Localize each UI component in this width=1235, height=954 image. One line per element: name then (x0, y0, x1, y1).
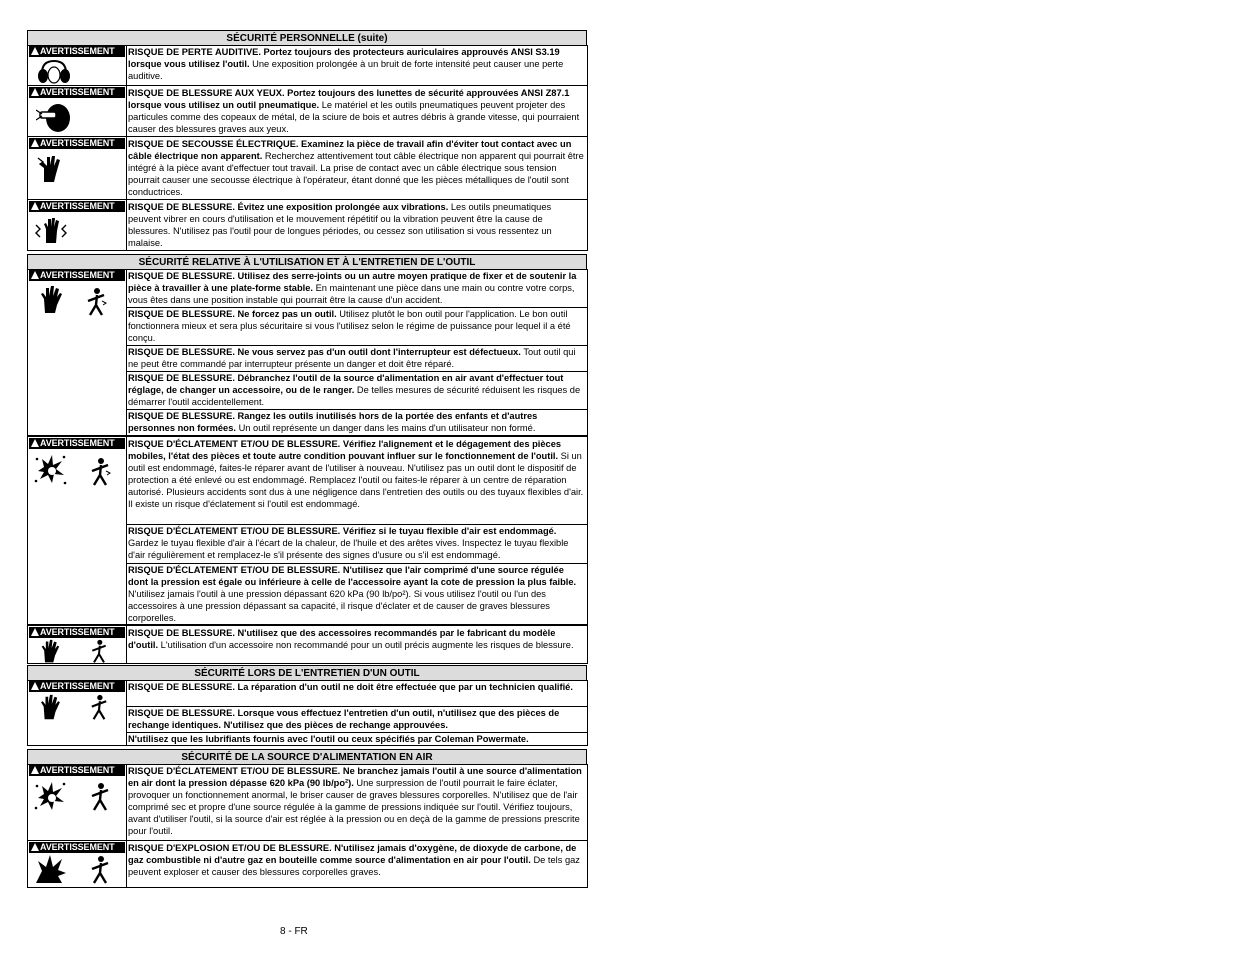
warning-text: RISQUE DE BLESSURE. N'utilisez que des accessoires recommandés par le fabricant du modèle d'outil. L'utilisation d'un accessoire non recommandé pour un outil précis augmente les risques de blessure. (128, 628, 574, 651)
injury-person-icon (88, 457, 112, 487)
warning-badge: AVERTISSEMENT (29, 681, 125, 692)
warning-row-eye (27, 86, 588, 137)
injury-person-icon (88, 855, 112, 885)
warning-text: RISQUE DE BLESSURE. Évitez une exposition prolongée aux vibrations. Les outils pneumatiques peuvent vibrer en cours d'utilisation et le mouvement répétitif ou la vibration peuvent être la cause de blessures. N'utilisez pas l'outil pour de longues périodes, ou cessez son utilisation si vous ressentez un malaise. (128, 202, 552, 249)
warning-text: RISQUE DE BLESSURE. Lorsque vous effectuez l'entretien d'un outil, n'utilisez que des pièces de rechange identiques. N'utilisez que des pièces de rechange approuvées. (127, 706, 587, 732)
warning-text: RISQUE DE BLESSURE AUX YEUX. Portez toujours des lunettes de sécurité approuvées ANSI Z87.1 lorsque vous utilisez un outil pneumatique. Le matériel et les outils pneumatiques peuvent projeter des particules comme des copeaux de métal, de la sciure de bois et autres débris à grande vitesse, qui pourraient causer des blessures graves aux yeux. (128, 88, 580, 135)
warning-row-burst (27, 436, 588, 625)
warning-text: RISQUE DE BLESSURE. Utilisez des serre-joints ou un autre moyen pratique de fixer et de soutenir la pièce à travailler à une plate-forme stable. En maintenant une pièce dans une main ou contre votre corps, vous êtes dans une position instable qui pourrait être la cause d'un accident. (128, 271, 577, 306)
stop-hand-icon (38, 285, 64, 315)
electric-shock-icon (36, 152, 64, 186)
stop-hand-icon (38, 639, 62, 664)
warning-row-usage (27, 269, 588, 436)
section-header-usage: SÉCURITÉ RELATIVE À L'UTILISATION ET À L'ENTRETIEN DE L'OUTIL (27, 254, 587, 270)
icon-cell (28, 45, 127, 85)
icon-cell (28, 437, 127, 624)
warning-row-service (27, 680, 588, 746)
injury-person-icon (88, 639, 110, 664)
warning-text: RISQUE DE SECOUSSE ÉLECTRIQUE. Examinez la pièce de travail afin d'éviter tout contact avec un câble électrique non apparent. Recherchez attentivement tout câble électrique non apparent qui pourrait être intégré à la pièce avant d'effectuer tout travail. La prise de contact avec un câble électrique sous tension pourrait causer une secousse électrique à l'opérateur, étant donné que les pièces métalliques de l'outil sont conductrices. (128, 139, 584, 198)
warning-text: RISQUE DE BLESSURE. Rangez les outils inutilisés hors de la portée des enfants et d'autres personnes non formées. Un outil représente un danger dans les mains d'un utilisateur non formé. (127, 409, 587, 435)
burst-icon (34, 453, 68, 487)
warning-text: N'utilisez que les lubrifiants fournis avec l'outil ou ceux spécifiés par Coleman Powermate. (127, 732, 587, 745)
section-header-air: SÉCURITÉ DE LA SOURCE D'ALIMENTATION EN AIR (27, 749, 587, 765)
warning-badge: AVERTISSEMENT (29, 438, 125, 449)
warning-text: RISQUE DE BLESSURE. Ne forcez pas un outil. Utilisez plutôt le bon outil pour l'application. Le bon outil fonctionnera mieux et sera plus sécuritaire si vous l'utilisez selon le régime de puissance pour lequel il a été conçu. (127, 307, 587, 345)
warning-text: RISQUE DE BLESSURE. Débranchez l'outil de la source d'alimentation en air avant d'effectuer tout réglage, de changer un accessoire, ou de le ranger. De telles mesures de sécurité réduisent les risques de démarrer l'outil accidentellement. (127, 371, 587, 409)
safety-goggles-icon (36, 100, 72, 134)
warning-row-air-source (27, 764, 588, 841)
warning-text: RISQUE DE BLESSURE. Ne vous servez pas d'un outil dont l'interrupteur est défectueux. Tout outil qui ne peut être commandé par interrupteur présente un danger et doit être réparé. (127, 345, 587, 371)
warning-badge: AVERTISSEMENT (29, 627, 125, 638)
warning-text: RISQUE DE PERTE AUDITIVE. Portez toujours des protecteurs auriculaires approuvés ANSI S3.19 lorsque vous utilisez l'outil. Une exposition prolongée à un bruit de forte intensité peut causer une perte auditive. (128, 47, 564, 82)
warning-text: RISQUE D'ÉCLATEMENT ET/OU DE BLESSURE. Ne branchez jamais l'outil à une source d'alimentation en air dont la pression dépasse 620 kPa (90 lb/po²). Une surpression de l'outil pourrait le faire éclater, provoquer un fonctionnement anormal, le briser causer de graves blessures corporelles. N'utilisez que de l'air comprimé sec et propre d'une source régulée à la gamme de pressions indiquée sur l'outil. Vérifiez toujours, avant d'utiliser l'outil, si la source d'air est réglée à la pression ou en deçà de la gamme de pressions prescrite pour l'outil. (128, 766, 582, 837)
warning-badge: AVERTISSEMENT (29, 270, 125, 281)
warning-row-accessory (27, 625, 588, 664)
section-header-service: SÉCURITÉ LORS DE L'ENTRETIEN D'UN OUTIL (27, 665, 587, 681)
warning-row-shock (27, 137, 588, 200)
warning-text: RISQUE D'ÉCLATEMENT ET/OU DE BLESSURE. Vérifiez si le tuyau flexible d'air est endommagé. Gardez le tuyau flexible d'air à l'écart de la chaleur, de l'huile et des arêtes vives. Inspectez le tuyau flexible d'air régulièrement et remplacez-le s'il présente des signes d'usure ou s'il est endommagé. (127, 524, 587, 563)
icon-cell (28, 86, 127, 136)
warning-row-vibration (27, 200, 588, 251)
warning-text: RISQUE DE BLESSURE. La réparation d'un outil ne doit être effectuée que par un technicien qualifié. (128, 682, 573, 692)
icon-cell (28, 137, 127, 199)
warning-badge: AVERTISSEMENT (29, 87, 125, 98)
section-header-personal: SÉCURITÉ PERSONNELLE (suite) (27, 30, 587, 46)
explosion-icon (34, 855, 68, 885)
icon-cell (28, 680, 127, 745)
warning-text: RISQUE D'ÉCLATEMENT ET/OU DE BLESSURE. Vérifiez l'alignement et le dégagement des pièces mobiles, l'état des pièces et toute autre condition pouvant influer sur le fonctionnement de l'outil. Si un outil est endommagé, faites-le réparer avant de l'utiliser à nouveau. N'utilisez pas un outil dont le dispositif de protection a été enlevé ou est endommagé. Remplacez l'outil ou faites-le réparer à un centre de réparation autorisé. Plusieurs accidents sont dus à une négligence dans l'entretien des outils ou des tuyaux flexibles d'air. Il existe un risque d'éclatement si l'outil est endommagé. (128, 439, 584, 510)
warning-badge: AVERTISSEMENT (29, 765, 125, 776)
icon-cell (28, 626, 127, 663)
warning-badge: AVERTISSEMENT (29, 46, 125, 57)
injury-person-icon (84, 287, 108, 317)
warning-text: RISQUE D'EXPLOSION ET/OU DE BLESSURE. N'utilisez jamais d'oxygène, de dioxyde de carbone, de gaz combustible ni d'autre gaz en bouteille comme source d'alimentation en air pour l'outil. De tels gaz peuvent exploser et causer des blessures corporelles graves. (128, 843, 580, 878)
icon-cell (28, 269, 127, 435)
icon-cell (28, 764, 127, 840)
warning-badge: AVERTISSEMENT (29, 842, 125, 853)
injury-person-icon (88, 782, 112, 812)
vibration-hand-icon (32, 215, 70, 247)
warning-text: RISQUE D'ÉCLATEMENT ET/OU DE BLESSURE. N'utilisez que l'air comprimé d'une source régulée dont la pression est égale ou inférieure à celle de l'accessoire ayant la cote de pression la plus faible. N'utilisez jamais l'outil à une pression dépassant 620 kPa (90 lb/po²). Si vous utilisez l'outil ou l'un des accessoires à une pression dépassant sa capacité, il risque d'éclater et de causer de graves blessures corporelles. (127, 563, 587, 625)
warning-row-gas (27, 841, 588, 888)
icon-cell (28, 200, 127, 250)
warning-row-hearing (27, 45, 588, 86)
stop-hand-icon (38, 694, 62, 721)
ear-protection-icon (34, 59, 74, 85)
warning-badge: AVERTISSEMENT (29, 201, 125, 212)
icon-cell (28, 841, 127, 887)
injury-person-icon (88, 694, 110, 721)
page-number: 8 - FR (280, 926, 308, 937)
burst-icon (34, 780, 68, 814)
warning-badge: AVERTISSEMENT (29, 138, 125, 149)
